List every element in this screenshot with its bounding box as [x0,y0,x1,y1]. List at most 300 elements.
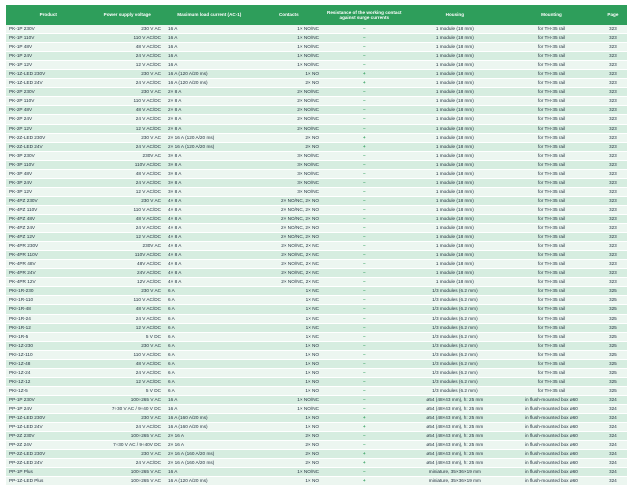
table-row [6,377,627,386]
page-cell: 323 [599,79,627,88]
product-cell: PK-2Z-LED 230V [6,133,91,142]
header-row [6,5,627,25]
contacts-cell: 1× NO [255,359,323,368]
mounting-cell: for TH-35 rail [504,287,599,296]
contacts-cell: 2× NO [255,79,323,88]
housing-cell: 1 module (18 mm) [406,224,505,233]
mounting-cell: for TH-35 rail [504,178,599,187]
contacts-cell: 2× NO/NC, 2× NO [255,233,323,242]
table-row [6,106,627,115]
voltage-cell: 230 V AC [91,70,164,79]
housing-cell: 1/3 modules (6.2 mm) [406,368,505,377]
housing-cell: 1 module (18 mm) [406,25,505,34]
current-cell: 16 A (120 A/20 ms) [164,79,255,88]
page-cell: 323 [599,61,627,70]
current-cell: 2× 16 A (160 A/20 ms) [164,450,255,459]
voltage-cell: 24 V AC/DC [91,459,164,468]
product-cell: PP-2Z 230V [6,432,91,441]
product-cell: PKI-1Z-5 [6,386,91,395]
current-cell: 16 A [164,395,255,404]
page-cell: 324 [599,450,627,459]
contacts-cell: 1× NO/NC [255,43,323,52]
housing-cell: 1/3 modules (6.2 mm) [406,323,505,332]
product-cell: PK-4PZ 110V [6,205,91,214]
housing-cell: ø54 (48×43 mm), h: 25 mm [406,432,505,441]
page-cell: 325 [599,314,627,323]
housing-cell: ø54 (48×43 mm), h: 25 mm [406,404,505,413]
page-cell: 325 [599,341,627,350]
mounting-cell: for TH-35 rail [504,377,599,386]
current-cell: 6 A [164,350,255,359]
resistance-cell: – [323,377,406,386]
voltage-cell: 230 V AC [91,341,164,350]
table-row [6,61,627,70]
mounting-cell: for TH-35 rail [504,359,599,368]
voltage-cell: 230 V AC [91,88,164,97]
table-row [6,97,627,106]
mounting-cell: for TH-35 rail [504,260,599,269]
resistance-cell: + [323,414,406,423]
resistance-cell: – [323,260,406,269]
header-product: Product [6,5,91,25]
voltage-cell: 24 V AC/DC [91,368,164,377]
voltage-cell: 12 V AC/DC [91,124,164,133]
mounting-cell: for TH-35 rail [504,106,599,115]
table-row [6,341,627,350]
housing-cell: 1 module (18 mm) [406,196,505,205]
housing-cell: 1 module (18 mm) [406,106,505,115]
page-cell: 323 [599,269,627,278]
current-cell: 16 A [164,52,255,61]
table-row [6,468,627,477]
current-cell: 4× 8 A [164,205,255,214]
resistance-cell: – [323,287,406,296]
product-cell: PK-2P 12V [6,124,91,133]
product-cell: PK-1Z-LED 230V [6,70,91,79]
product-cell: PK-3P 24V [6,178,91,187]
contacts-cell: 1× NO [255,477,323,486]
housing-cell: 1 module (18 mm) [406,269,505,278]
table-row [6,477,627,486]
mounting-cell: for TH-35 rail [504,332,599,341]
mounting-cell: for TH-35 rail [504,70,599,79]
current-cell: 4× 8 A [164,196,255,205]
current-cell: 4× 8 A [164,260,255,269]
table-row [6,296,627,305]
housing-cell: ø54 (48×43 mm), h: 25 mm [406,414,505,423]
table-row [6,233,627,242]
page-cell: 324 [599,423,627,432]
table-row [6,368,627,377]
mounting-cell: in flush-mounted box ø60 [504,404,599,413]
product-cell: PK-4PZ 24V [6,224,91,233]
current-cell: 16 A [164,25,255,34]
product-cell: PK-4PZ 48V [6,214,91,223]
housing-cell: 1 module (18 mm) [406,61,505,70]
contacts-cell: 1× NO/NC [255,61,323,70]
contacts-cell: 1× NO/NC [255,34,323,43]
resistance-cell: – [323,314,406,323]
contacts-cell: 2× NO [255,432,323,441]
mounting-cell: for TH-35 rail [504,278,599,287]
voltage-cell: 230V AC [91,242,164,251]
contacts-cell: 1× NO [255,423,323,432]
mounting-cell: for TH-35 rail [504,296,599,305]
mounting-cell: for TH-35 rail [504,314,599,323]
product-table-container [6,5,627,486]
table-row [6,423,627,432]
table-row [6,178,627,187]
housing-cell: 1 module (18 mm) [406,242,505,251]
mounting-cell: for TH-35 rail [504,323,599,332]
resistance-cell: – [323,25,406,34]
contacts-cell: 1× NC [255,305,323,314]
product-cell: PP-1Z-LED 230V [6,414,91,423]
housing-cell: 1 module (18 mm) [406,34,505,43]
mounting-cell: for TH-35 rail [504,242,599,251]
resistance-cell: – [323,124,406,133]
product-cell: PK-4PR 12V [6,278,91,287]
product-cell: PK-1Z-LED 24V [6,79,91,88]
page-cell: 323 [599,70,627,79]
page-cell: 325 [599,386,627,395]
resistance-cell: – [323,251,406,260]
product-cell: PK-4PR 24V [6,269,91,278]
table-row [6,79,627,88]
resistance-cell: – [323,296,406,305]
table-row [6,151,627,160]
page-cell: 325 [599,305,627,314]
current-cell: 6 A [164,314,255,323]
current-cell: 2× 8 A [164,115,255,124]
table-row [6,260,627,269]
housing-cell: 1 module (18 mm) [406,187,505,196]
product-cell: PKI-1R-48 [6,305,91,314]
page-cell: 323 [599,52,627,61]
contacts-cell: 2× NO/NC, 2× NO [255,196,323,205]
contacts-cell: 1× NO [255,368,323,377]
current-cell: 4× 8 A [164,269,255,278]
mounting-cell: for TH-35 rail [504,124,599,133]
table-row [6,25,627,34]
table-row [6,242,627,251]
mounting-cell: in flush-mounted box ø60 [504,459,599,468]
resistance-cell: – [323,196,406,205]
resistance-cell: – [323,323,406,332]
housing-cell: 1 module (18 mm) [406,133,505,142]
voltage-cell: 12 V AC/DC [91,323,164,332]
page-cell: 323 [599,187,627,196]
mounting-cell: for TH-35 rail [504,233,599,242]
housing-cell: 1 module (18 mm) [406,70,505,79]
contacts-cell: 1× NO [255,70,323,79]
table-row [6,187,627,196]
housing-cell: 1 module (18 mm) [406,251,505,260]
resistance-cell: – [323,160,406,169]
voltage-cell: 100÷265 V AC [91,468,164,477]
voltage-cell: 230 V AC [91,414,164,423]
table-row [6,43,627,52]
voltage-cell: 48 V AC/DC [91,43,164,52]
resistance-cell: + [323,450,406,459]
mounting-cell: in flush-mounted box ø60 [504,423,599,432]
current-cell: 16 A [164,404,255,413]
mounting-cell: in flush-mounted box ø60 [504,395,599,404]
table-row [6,169,627,178]
mounting-cell: for TH-35 rail [504,142,599,151]
current-cell: 6 A [164,377,255,386]
table-body [6,25,627,486]
contacts-cell: 1× NC [255,287,323,296]
current-cell: 6 A [164,386,255,395]
contacts-cell: 3× NO/NC [255,160,323,169]
contacts-cell: 2× NO/NC, 2× NC [255,251,323,260]
product-cell: PK-1P 230V [6,25,91,34]
product-cell: PKI-1R-24 [6,314,91,323]
contacts-cell: 1× NO [255,414,323,423]
housing-cell: 1 module (18 mm) [406,97,505,106]
contacts-cell: 3× NO/NC [255,169,323,178]
housing-cell: 1 module (18 mm) [406,233,505,242]
current-cell: 3× 8 A [164,187,255,196]
table-row [6,404,627,413]
product-cell: PK-1P 48V [6,43,91,52]
table-row [6,359,627,368]
contacts-cell: 2× NO/NC, 2× NC [255,260,323,269]
resistance-cell: – [323,169,406,178]
housing-cell: 1/3 modules (6.2 mm) [406,305,505,314]
housing-cell: 1 module (18 mm) [406,278,505,287]
housing-cell: 1/3 modules (6.2 mm) [406,377,505,386]
page-cell: 325 [599,323,627,332]
page-cell: 323 [599,260,627,269]
resistance-cell: – [323,224,406,233]
table-row [6,450,627,459]
housing-cell: 1 module (18 mm) [406,151,505,160]
page-cell: 323 [599,251,627,260]
mounting-cell: for TH-35 rail [504,97,599,106]
product-cell: PK-4PR 48V [6,260,91,269]
mounting-cell: for TH-35 rail [504,368,599,377]
contacts-cell: 2× NO/NC [255,88,323,97]
product-cell: PP-2Z-LED 24V [6,459,91,468]
page-cell: 324 [599,404,627,413]
product-cell: PKI-1R-230 [6,287,91,296]
housing-cell: 1/3 modules (6.2 mm) [406,341,505,350]
resistance-cell: – [323,43,406,52]
page-cell: 323 [599,278,627,287]
current-cell: 2× 8 A [164,124,255,133]
resistance-cell: – [323,432,406,441]
mounting-cell: for TH-35 rail [504,251,599,260]
contacts-cell: 2× NO/NC [255,106,323,115]
mounting-cell: for TH-35 rail [504,151,599,160]
contacts-cell: 1× NO [255,377,323,386]
page-cell: 323 [599,169,627,178]
housing-cell: 1 module (18 mm) [406,79,505,88]
product-cell: PK-3P 12V [6,187,91,196]
mounting-cell: for TH-35 rail [504,214,599,223]
voltage-cell: 5 V DC [91,332,164,341]
housing-cell: 1/3 modules (6.2 mm) [406,350,505,359]
housing-cell: 1 module (18 mm) [406,169,505,178]
contacts-cell: 2× NO/NC [255,97,323,106]
table-row [6,305,627,314]
page-cell: 323 [599,196,627,205]
contacts-cell: 2× NO [255,133,323,142]
table-row [6,70,627,79]
product-cell: PKI-1R-5 [6,332,91,341]
page-cell: 325 [599,296,627,305]
page-cell: 324 [599,459,627,468]
product-cell: PK-4PR 110V [6,251,91,260]
voltage-cell: 24 V AC/DC [91,115,164,124]
resistance-cell: – [323,88,406,97]
voltage-cell: 110 V AC/DC [91,34,164,43]
voltage-cell: 110 V AC/DC [91,97,164,106]
header-contacts: Contacts [255,5,323,25]
contacts-cell: 2× NO/NC, 2× NC [255,278,323,287]
housing-cell: 1/3 modules (6.2 mm) [406,332,505,341]
product-cell: PK-2P 110V [6,97,91,106]
contacts-cell: 3× NO/NC [255,187,323,196]
current-cell: 4× 8 A [164,233,255,242]
contacts-cell: 1× NO [255,341,323,350]
resistance-cell: – [323,52,406,61]
voltage-cell: 12V AC/DC [91,278,164,287]
mounting-cell: for TH-35 rail [504,269,599,278]
mounting-cell: for TH-35 rail [504,160,599,169]
mounting-cell: for TH-35 rail [504,43,599,52]
resistance-cell: – [323,386,406,395]
table-row [6,414,627,423]
resistance-cell: – [323,205,406,214]
current-cell: 6 A [164,287,255,296]
product-cell: PP-2Z 24V [6,441,91,450]
current-cell: 16 A [164,34,255,43]
current-cell: 16 A [164,43,255,52]
resistance-cell: – [323,368,406,377]
product-cell: PKI-1Z-110 [6,350,91,359]
page-cell: 323 [599,233,627,242]
current-cell: 6 A [164,296,255,305]
current-cell: 6 A [164,368,255,377]
page-cell: 324 [599,477,627,486]
voltage-cell: 24 V AC/DC [91,52,164,61]
contacts-cell: 1× NC [255,323,323,332]
contacts-cell: 2× NO [255,441,323,450]
housing-cell: 1 module (18 mm) [406,124,505,133]
housing-cell: miniature, 35×36×19 mm [406,468,505,477]
product-cell: PP-1P 230V [6,395,91,404]
product-cell: PK-3P 230V [6,151,91,160]
product-cell: PK-4PZ 230V [6,196,91,205]
resistance-cell: – [323,34,406,43]
mounting-cell: for TH-35 rail [504,61,599,70]
voltage-cell: 230 V AC [91,25,164,34]
current-cell: 2× 16 A (160 A/20 ms) [164,459,255,468]
resistance-cell: – [323,242,406,251]
header-current: Maximum load current (AC-1) [164,5,255,25]
contacts-cell: 1× NC [255,296,323,305]
voltage-cell: 100÷265 V AC [91,395,164,404]
product-cell: PP-1Z-LED 24V [6,423,91,432]
mounting-cell: in flush-mounted box ø60 [504,432,599,441]
current-cell: 16 A [164,468,255,477]
product-cell: PKI-1Z-24 [6,368,91,377]
resistance-cell: + [323,133,406,142]
contacts-cell: 1× NO [255,350,323,359]
product-cell: PP-1Z-LED Plus [6,477,91,486]
table-row [6,133,627,142]
resistance-cell: – [323,278,406,287]
contacts-cell: 2× NO/NC, 2× NO [255,205,323,214]
housing-cell: 1 module (18 mm) [406,52,505,61]
page-cell: 323 [599,124,627,133]
page-cell: 324 [599,468,627,477]
page-cell: 325 [599,377,627,386]
page-cell: 323 [599,115,627,124]
voltage-cell: 12 V AC/DC [91,377,164,386]
table-row [6,88,627,97]
housing-cell: 1 module (18 mm) [406,160,505,169]
resistance-cell: – [323,151,406,160]
header-housing: Housing [406,5,505,25]
table-row [6,34,627,43]
resistance-cell: + [323,79,406,88]
housing-cell: 1 module (18 mm) [406,260,505,269]
mounting-cell: for TH-35 rail [504,350,599,359]
housing-cell: ø54 (48×43 mm), h: 25 mm [406,441,505,450]
table-row [6,386,627,395]
current-cell: 3× 8 A [164,178,255,187]
housing-cell: 1 module (18 mm) [406,142,505,151]
current-cell: 2× 8 A [164,106,255,115]
current-cell: 2× 16 A [164,432,255,441]
housing-cell: 1/3 modules (6.2 mm) [406,287,505,296]
table-header [6,5,627,25]
resistance-cell: – [323,61,406,70]
housing-cell: 1 module (18 mm) [406,115,505,124]
current-cell: 6 A [164,323,255,332]
contacts-cell: 1× NC [255,332,323,341]
current-cell: 16 A (120 A/20 ms) [164,70,255,79]
voltage-cell: 110 V AC/DC [91,350,164,359]
resistance-cell: – [323,269,406,278]
page-cell: 323 [599,133,627,142]
resistance-cell: – [323,395,406,404]
voltage-cell: 230 V AC [91,196,164,205]
voltage-cell: 48 V AC/DC [91,169,164,178]
voltage-cell: 230 V AC [91,287,164,296]
table-row [6,115,627,124]
product-cell: PK-1P 12V [6,61,91,70]
resistance-cell: + [323,459,406,468]
voltage-cell: 110V AC/DC [91,251,164,260]
voltage-cell: 12 V AC/DC [91,61,164,70]
product-cell: PK-1P 110V [6,34,91,43]
table-row [6,459,627,468]
resistance-cell: – [323,341,406,350]
housing-cell: 1 module (18 mm) [406,214,505,223]
current-cell: 4× 8 A [164,278,255,287]
page-cell: 323 [599,151,627,160]
voltage-cell: 24 V AC/DC [91,224,164,233]
housing-cell: ø54 (48×43 mm), h: 25 mm [406,450,505,459]
contacts-cell: 2× NO [255,142,323,151]
mounting-cell: for TH-35 rail [504,341,599,350]
product-cell: PKI-1Z-12 [6,377,91,386]
